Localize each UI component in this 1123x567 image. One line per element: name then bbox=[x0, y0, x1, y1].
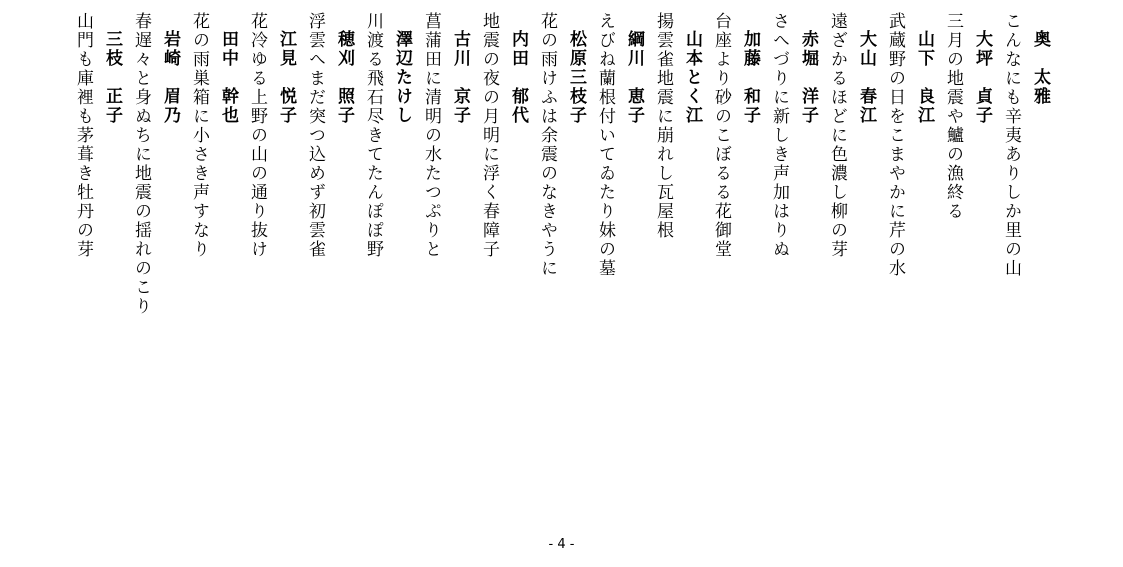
author-name: 穂刈 照子 bbox=[334, 30, 354, 125]
haiku-text: 花の雨けふは余震のなきやうに bbox=[537, 12, 557, 278]
author-name: 山本とく江 bbox=[682, 30, 702, 125]
haiku-text: 武蔵野の日をこまやかに芹の水 bbox=[885, 12, 905, 278]
haiku-text: 浮雲へまだ突つ込めず初雲雀 bbox=[305, 12, 325, 259]
haiku-text: 春遅々と身ぬちに地震の揺れのこり bbox=[131, 12, 151, 316]
author-name: 大山 春江 bbox=[856, 30, 876, 125]
author-name: 三枝 正子 bbox=[102, 30, 122, 125]
haiku-text: 揚雲雀地震に崩れし瓦屋根 bbox=[653, 12, 673, 240]
author-name: 田中 幹也 bbox=[218, 30, 238, 125]
author-name: 奥 太雅 bbox=[1030, 30, 1050, 106]
haiku-text: さへづりに新しき声加はりぬ bbox=[769, 12, 789, 259]
page-number: - 4 - bbox=[548, 537, 575, 552]
haiku-text: 花冷ゆる上野の山の通り抜け bbox=[247, 12, 267, 259]
author-name: 岩崎 眉乃 bbox=[160, 30, 180, 125]
author-name: 内田 郁代 bbox=[508, 30, 528, 125]
haiku-text: 川渡る飛石尽きてたんぽぽ野 bbox=[363, 12, 383, 259]
author-name: 澤辺たけし bbox=[392, 30, 412, 125]
author-name: 赤堀 洋子 bbox=[798, 30, 818, 125]
haiku-text: 花の雨巣箱に小さき声すなり bbox=[189, 12, 209, 259]
haiku-text: えびね蘭根付いてゐたり妹の墓 bbox=[595, 12, 615, 278]
author-name: 山下 良江 bbox=[914, 30, 934, 125]
author-name: 松原三枝子 bbox=[566, 30, 586, 125]
haiku-text: 三月の地震や鱸の漁終る bbox=[943, 12, 963, 221]
author-name: 江見 悦子 bbox=[276, 30, 296, 125]
haiku-text: 菖蒲田に清明の水たつぷりと bbox=[421, 12, 441, 259]
haiku-text: 台座より砂のこぼるる花御堂 bbox=[711, 12, 731, 259]
author-name: 大坪 貞子 bbox=[972, 30, 992, 125]
haiku-text: 地震の夜の月明に浮く春障子 bbox=[479, 12, 499, 259]
author-name: 綱川 恵子 bbox=[624, 30, 644, 125]
haiku-text: こんなにも辛夷ありしか里の山 bbox=[1001, 12, 1021, 278]
author-name: 加藤 和子 bbox=[740, 30, 760, 125]
haiku-text: 山門も庫裡も茅葺き牡丹の芽 bbox=[73, 12, 93, 259]
haiku-text: 遠ざかるほどに色濃し柳の芽 bbox=[827, 12, 847, 259]
author-name: 古川 京子 bbox=[450, 30, 470, 125]
